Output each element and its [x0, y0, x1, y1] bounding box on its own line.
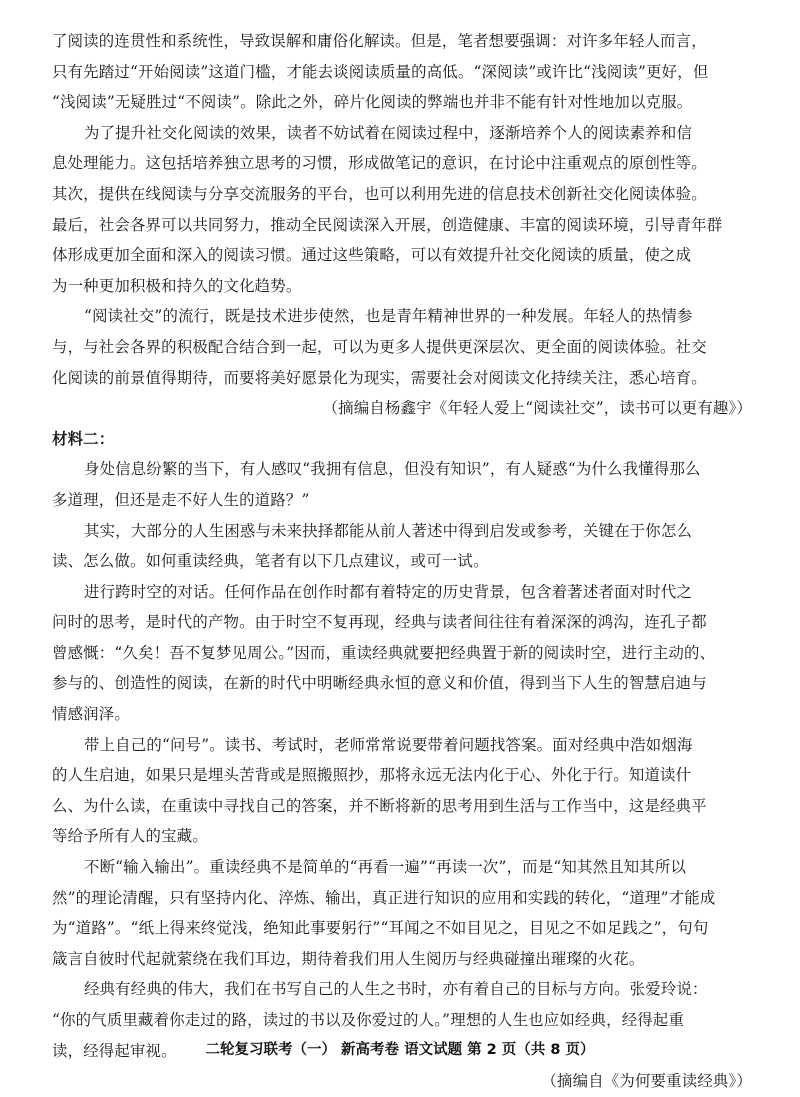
text-line: 曾感慨：“久矣！吾不复梦见周公。”因而，重读经典就要把经典置于新的阅读时空，进行主动的、 — [52, 643, 716, 662]
text-line: 多道理，但还是走不好人生的道路？” — [52, 490, 310, 509]
text-line: 问时的思考，是时代的产物。由于时空不复再现，经典与读者间往往有着深深的鸿沟，连孔子都 — [52, 613, 707, 632]
text-line: 其次，提供在线阅读与分享交流服务的平台，也可以利用先进的信息技术创新社交化阅读体验。 — [52, 184, 707, 203]
paragraph-start: “阅读社交”的流行，既是技术进步使然，也是青年精神世界的一种发展。年轻人的热情参 — [84, 307, 693, 326]
document-body — [52, 26, 752, 1097]
text-line: 为“道路”。“纸上得来终觉浅，绝知此事要躬行”“耳闻之不如目见之，目见之不如足践之”，句句 — [52, 919, 709, 938]
text-line: 了阅读的连贯性和系统性，导致误解和庸俗化解读。但是，笔者想要强调：对许多年轻人而言， — [52, 32, 707, 50]
text-line: 箴言自彼时代起就萦绕在我们耳边，期待着我们用人生阅历与经典碰撞出璀璨的火花。 — [52, 949, 645, 968]
text-line: “浅阅读”无疑胜过“不阅读”。除此之外，碎片化阅读的弊端也并非不能有针对性地加以克服。 — [52, 93, 693, 112]
paragraph-start: 为了提升社交化阅读的效果，读者不妨试着在阅读过程中，逐渐培养个人的阅读素养和信 — [84, 123, 693, 142]
text-line: 化阅读的前景值得期待，而要将美好愿景化为现实，需要社会对阅读文化持续关注，悉心培育。 — [52, 368, 707, 387]
text-line: 等给予所有人的宝藏。 — [52, 827, 208, 846]
paragraph-start: 其实，大部分的人生困惑与未来抉择都能从前人著述中得到启发或参考，关键在于你怎么 — [84, 521, 693, 540]
text-line: 读、怎么做。如何重读经典，笔者有以下几点建议，或可一试。 — [52, 552, 489, 571]
text-line: 与，与社会各界的积极配合结合到一起，可以为更多人提供更深层次、更全面的阅读体验。社交 — [52, 337, 707, 356]
text-line: 么、为什么读，在重读中寻找自己的答案，并不断将新的思考用到生活与工作当中，这是经典平 — [52, 796, 707, 815]
page-footer: 二轮复习联考（一） 新高考卷 语文试题 第 2 页（共 8 页） — [205, 1042, 595, 1058]
section-heading: 材料二： — [52, 429, 115, 448]
text-line: 情感润泽。 — [52, 705, 130, 724]
text-line: 然”的理论清醒，只有坚持内化、淬炼、输出，真正进行知识的应用和实践的转化，“道理”才能成 — [52, 888, 716, 907]
paragraph-start: 身处信息纷繁的当下，有人感叹“我拥有信息，但没有知识”，有人疑惑“为什么我懂得那么 — [84, 460, 701, 479]
text-line: “你的气质里藏着你走过的路，读过的书以及你爱过的人。”理想的人生也应如经典，经得起重 — [52, 1011, 685, 1029]
text-line: 参与的、创造性的阅读，在新的时代中明晰经典永恒的意义和价值，得到当下人生的智慧启迪与 — [52, 674, 707, 693]
source-citation: （摘编自杨鑫宇《年轻人爱上“阅读社交”，读书可以更有趣》） — [322, 399, 752, 418]
text-line: 息处理能力。这包括培养独立思考的习惯，形成做笔记的意识，在讨论中注重观点的原创性等。 — [52, 154, 707, 173]
paragraph-start: 带上自己的“问号”。读书、考试时，老师常常说要带着问题找答案。面对经典中浩如烟海 — [84, 735, 693, 754]
paragraph-start: 进行跨时空的对话。任何作品在创作时都有着特定的历史背景，包含着著述者面对时代之 — [84, 582, 693, 601]
text-line: 最后，社会各界可以共同努力，推动全民阅读深入开展，创造健康、丰富的阅读环境，引导青年群 — [52, 215, 723, 234]
text-line: 的人生启迪，如果只是埋头苦背或是照搬照抄，那将永远无法内化于心、外化于行。知道读什 — [52, 766, 692, 785]
text-line: 只有先踏过“开始阅读”这道门槛，才能去谈阅读质量的高低。“深阅读”或许比“浅阅读”更好，但 — [52, 62, 709, 81]
paragraph-start: 经典有经典的伟大，我们在书写自己的人生之书时，亦有着自己的目标与方向。张爱玲说： — [84, 980, 708, 999]
text-line: 读，经得起审视。 — [52, 1041, 177, 1060]
source-citation: （摘编自《为何要重读经典》） — [541, 1072, 752, 1091]
text-line: 体形成更加全面和深入的阅读习惯。通过这些策略，可以有效提升社交化阅读的质量，使之成 — [52, 246, 692, 265]
text-line: 为一种更加积极和持久的文化趋势。 — [52, 276, 302, 295]
paragraph-start: 不断“输入输出”。重读经典不是简单的“再看一遍”“再读一次”，而是“知其然且知其所以 — [84, 858, 687, 877]
